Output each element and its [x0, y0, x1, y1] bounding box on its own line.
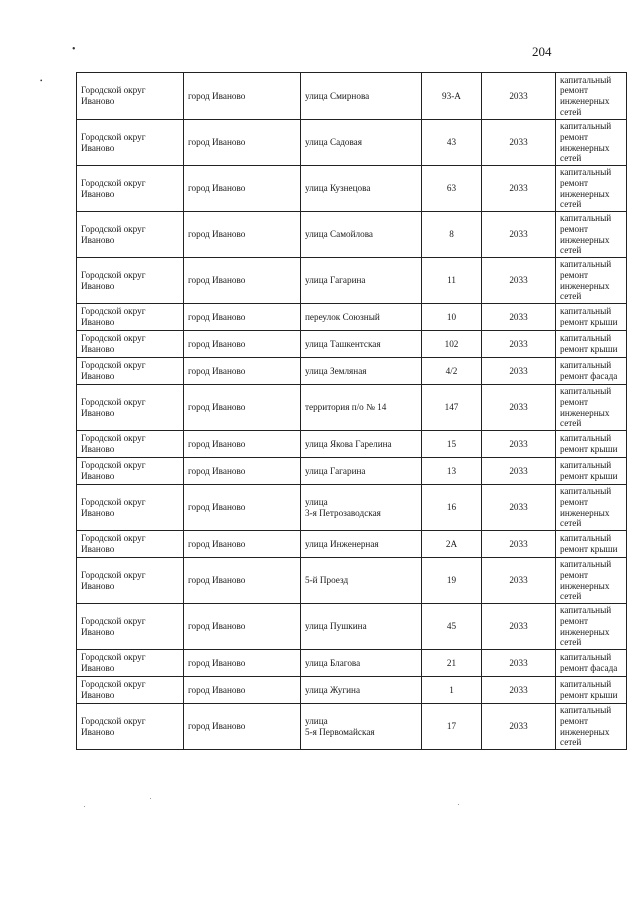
work-type-cell-text: капитальный ремонт фасада: [560, 652, 618, 673]
city-cell: [184, 385, 301, 431]
table-row: [77, 677, 627, 704]
house-number-cell-text: 102: [444, 338, 459, 349]
house-number-cell: [422, 120, 482, 166]
house-number-cell-text: 63: [446, 183, 457, 194]
work-type-cell-text: капитальный ремонт крыши: [560, 533, 618, 554]
registry-table: [76, 72, 627, 750]
district-cell-text: Городской округ Иваново: [81, 433, 146, 454]
city-cell: [184, 558, 301, 604]
house-number-cell-text: 15: [446, 438, 457, 449]
work-type-cell-text: капитальный ремонт инженерных сетей: [560, 486, 612, 529]
work-type-cell: [556, 212, 627, 258]
street-cell: [301, 166, 422, 212]
street-cell: [301, 458, 422, 485]
street-cell: [301, 485, 422, 531]
city-cell: [184, 431, 301, 458]
year-cell-text: 2033: [509, 538, 528, 549]
table-row: [77, 704, 627, 750]
year-cell-text: 2033: [509, 575, 528, 586]
year-cell: [482, 604, 556, 650]
street-cell: [301, 704, 422, 750]
work-type-cell-text: капитальный ремонт инженерных сетей: [560, 259, 612, 302]
house-number-cell: [422, 331, 482, 358]
table-row: [77, 650, 627, 677]
year-cell-text: 2033: [509, 721, 528, 732]
street-cell: [301, 385, 422, 431]
city-cell: [184, 212, 301, 258]
city-cell: [184, 704, 301, 750]
district-cell: [77, 431, 184, 458]
house-number-cell-text: 21: [446, 657, 457, 668]
year-cell: [482, 73, 556, 120]
house-number-cell-text: 2А: [445, 538, 458, 549]
city-cell: [184, 120, 301, 166]
scan-speck: [150, 798, 151, 799]
house-number-cell: [422, 358, 482, 385]
work-type-cell: [556, 485, 627, 531]
house-number-cell-text: 10: [446, 311, 457, 322]
district-cell-text: Городской округ Иваново: [81, 177, 146, 199]
district-cell-text: Городской округ Иваново: [81, 396, 146, 418]
street-cell: [301, 431, 422, 458]
work-type-cell: [556, 73, 627, 120]
city-cell-text: город Иваново: [188, 575, 246, 586]
street-cell-text: улица Пушкина: [305, 621, 367, 632]
city-cell-text: город Иваново: [188, 538, 246, 549]
work-type-cell-text: капитальный ремонт инженерных сетей: [560, 74, 612, 117]
work-type-cell-text: капитальный ремонт инженерных сетей: [560, 167, 612, 210]
table-row: [77, 604, 627, 650]
city-cell: [184, 531, 301, 558]
city-cell-text: город Иваново: [188, 275, 246, 286]
work-type-cell-text: капитальный ремонт инженерных сетей: [560, 605, 612, 648]
city-cell: [184, 73, 301, 120]
district-cell-text: Городской округ Иваново: [81, 533, 146, 554]
street-cell: [301, 558, 422, 604]
year-cell-text: 2033: [509, 657, 528, 668]
year-cell-text: 2033: [509, 338, 528, 349]
scan-speck: [458, 804, 459, 805]
work-type-cell: [556, 431, 627, 458]
year-cell-text: 2033: [509, 275, 528, 286]
house-number-cell: [422, 677, 482, 704]
street-cell-text: улица Гагарина: [305, 275, 366, 286]
district-cell-text: Городской округ Иваново: [81, 131, 146, 153]
district-cell: [77, 120, 184, 166]
table-row: [77, 385, 627, 431]
city-cell: [184, 485, 301, 531]
work-type-cell: [556, 558, 627, 604]
table-row: [77, 531, 627, 558]
district-cell: [77, 166, 184, 212]
work-type-cell-text: капитальный ремонт инженерных сетей: [560, 559, 612, 602]
street-cell-text: переулок Союзный: [305, 311, 380, 322]
district-cell-text: Городской округ Иваново: [81, 569, 146, 591]
year-cell: [482, 558, 556, 604]
work-type-cell-text: капитальный ремонт крыши: [560, 460, 618, 481]
street-cell-text: улица Самойлова: [305, 229, 373, 240]
district-cell: [77, 604, 184, 650]
house-number-cell-text: 1: [449, 684, 454, 695]
district-cell-text: Городской округ Иваново: [81, 679, 146, 700]
street-cell-text: улица Смирнова: [305, 90, 370, 101]
house-number-cell-text: 4/2: [445, 365, 458, 376]
work-type-cell: [556, 166, 627, 212]
year-cell: [482, 331, 556, 358]
page-number: 204: [532, 44, 552, 59]
year-cell: [482, 358, 556, 385]
house-number-cell: [422, 212, 482, 258]
year-cell: [482, 458, 556, 485]
city-cell-text: город Иваново: [188, 311, 246, 322]
city-cell: [184, 358, 301, 385]
district-cell-text: Городской округ Иваново: [81, 85, 146, 106]
street-cell-text: улица Садовая: [305, 137, 362, 148]
district-cell: [77, 331, 184, 358]
house-number-cell-text: 45: [446, 621, 457, 632]
house-number-cell: [422, 458, 482, 485]
street-cell-text: улица Ташкентская: [305, 338, 381, 349]
street-cell-text: улица Инженерная: [305, 538, 379, 549]
house-number-cell: [422, 604, 482, 650]
scan-mark: •: [72, 44, 76, 55]
table-row: [77, 212, 627, 258]
year-cell: [482, 304, 556, 331]
year-cell-text: 2033: [509, 311, 528, 322]
district-cell: [77, 485, 184, 531]
work-type-cell: [556, 531, 627, 558]
street-cell-text: территория п/о № 14: [305, 402, 387, 413]
house-number-cell: [422, 531, 482, 558]
table-row: [77, 73, 627, 120]
work-type-cell: [556, 120, 627, 166]
work-type-cell-text: капитальный ремонт инженерных сетей: [560, 705, 612, 748]
street-cell-text: улица Благова: [305, 657, 361, 668]
street-cell-text: улица Жугина: [305, 684, 361, 695]
house-number-cell-text: 16: [446, 502, 457, 513]
district-cell-text: Городской округ Иваново: [81, 496, 146, 518]
city-cell-text: город Иваново: [188, 438, 246, 449]
street-cell-text: улица Якова Гарелина: [305, 438, 392, 449]
city-cell: [184, 458, 301, 485]
street-cell: [301, 331, 422, 358]
table-row: [77, 304, 627, 331]
street-cell: [301, 120, 422, 166]
city-cell: [184, 166, 301, 212]
year-cell-text: 2033: [509, 465, 528, 476]
city-cell-text: город Иваново: [188, 183, 246, 194]
house-number-cell-text: 11: [447, 275, 456, 286]
house-number-cell: [422, 73, 482, 120]
year-cell: [482, 431, 556, 458]
street-cell-text: улица 3-я Петрозаводская: [305, 496, 381, 518]
table-row: [77, 558, 627, 604]
house-number-cell-text: 19: [446, 575, 457, 586]
district-cell: [77, 531, 184, 558]
city-cell: [184, 258, 301, 304]
city-cell: [184, 604, 301, 650]
district-cell: [77, 704, 184, 750]
city-cell-text: город Иваново: [188, 465, 246, 476]
work-type-cell-text: капитальный ремонт инженерных сетей: [560, 121, 612, 164]
city-cell: [184, 304, 301, 331]
district-cell-text: Городской округ Иваново: [81, 460, 146, 481]
street-cell: [301, 677, 422, 704]
year-cell: [482, 385, 556, 431]
city-cell-text: город Иваново: [188, 684, 246, 695]
work-type-cell: [556, 358, 627, 385]
house-number-cell-text: 43: [446, 137, 457, 148]
work-type-cell: [556, 331, 627, 358]
work-type-cell: [556, 304, 627, 331]
district-cell: [77, 73, 184, 120]
work-type-cell-text: капитальный ремонт инженерных сетей: [560, 213, 612, 256]
district-cell-text: Городской округ Иваново: [81, 269, 146, 291]
district-cell: [77, 558, 184, 604]
work-type-cell-text: капитальный ремонт крыши: [560, 433, 618, 454]
year-cell: [482, 677, 556, 704]
street-cell: [301, 212, 422, 258]
street-cell-text: 5-й Проезд: [305, 575, 349, 586]
table-row: [77, 458, 627, 485]
city-cell-text: город Иваново: [188, 338, 246, 349]
city-cell-text: город Иваново: [188, 621, 246, 632]
work-type-cell-text: капитальный ремонт крыши: [560, 679, 618, 700]
work-type-cell: [556, 677, 627, 704]
district-cell: [77, 258, 184, 304]
year-cell: [482, 166, 556, 212]
street-cell: [301, 650, 422, 677]
city-cell-text: город Иваново: [188, 657, 246, 668]
year-cell: [482, 650, 556, 677]
year-cell: [482, 704, 556, 750]
year-cell: [482, 485, 556, 531]
year-cell: [482, 258, 556, 304]
table-row: [77, 331, 627, 358]
work-type-cell-text: капитальный ремонт крыши: [560, 306, 618, 327]
year-cell-text: 2033: [509, 621, 528, 632]
city-cell-text: город Иваново: [188, 229, 246, 240]
district-cell-text: Городской округ Иваново: [81, 615, 146, 637]
district-cell-text: Городской округ Иваново: [81, 333, 146, 354]
city-cell-text: город Иваново: [188, 365, 246, 376]
district-cell: [77, 458, 184, 485]
table-row: [77, 120, 627, 166]
scan-mark: •: [40, 77, 43, 85]
work-type-cell-text: капитальный ремонт фасада: [560, 360, 618, 381]
table-row: [77, 258, 627, 304]
district-cell: [77, 358, 184, 385]
house-number-cell: [422, 304, 482, 331]
street-cell-text: улица Кузнецова: [305, 183, 371, 194]
house-number-cell: [422, 704, 482, 750]
city-cell: [184, 331, 301, 358]
house-number-cell: [422, 258, 482, 304]
table-row: [77, 166, 627, 212]
year-cell-text: 2033: [509, 229, 528, 240]
district-cell: [77, 304, 184, 331]
year-cell-text: 2033: [509, 183, 528, 194]
street-cell-text: улица Земляная: [305, 365, 367, 376]
registry-table-body: [77, 73, 627, 750]
table-row: [77, 431, 627, 458]
street-cell: [301, 531, 422, 558]
city-cell-text: город Иваново: [188, 402, 246, 413]
year-cell-text: 2033: [509, 684, 528, 695]
district-cell: [77, 212, 184, 258]
year-cell: [482, 212, 556, 258]
work-type-cell: [556, 604, 627, 650]
year-cell-text: 2033: [509, 137, 528, 148]
house-number-cell-text: 13: [446, 465, 457, 476]
city-cell: [184, 650, 301, 677]
work-type-cell-text: капитальный ремонт инженерных сетей: [560, 386, 612, 429]
house-number-cell: [422, 485, 482, 531]
year-cell-text: 2033: [509, 90, 528, 101]
street-cell: [301, 73, 422, 120]
scan-speck: [84, 806, 85, 807]
street-cell-text: улица 5-я Первомайская: [305, 715, 375, 737]
house-number-cell-text: 17: [446, 721, 457, 732]
house-number-cell: [422, 166, 482, 212]
district-cell-text: Городской округ Иваново: [81, 715, 146, 737]
city-cell-text: город Иваново: [188, 502, 246, 513]
year-cell-text: 2033: [509, 438, 528, 449]
city-cell-text: город Иваново: [188, 137, 246, 148]
table-row: [77, 485, 627, 531]
work-type-cell: [556, 458, 627, 485]
work-type-cell: [556, 704, 627, 750]
district-cell: [77, 677, 184, 704]
city-cell: [184, 677, 301, 704]
house-number-cell: [422, 650, 482, 677]
work-type-cell: [556, 385, 627, 431]
work-type-cell: [556, 258, 627, 304]
district-cell-text: Городской округ Иваново: [81, 306, 146, 327]
year-cell: [482, 531, 556, 558]
street-cell: [301, 358, 422, 385]
house-number-cell-text: 93-А: [442, 90, 461, 101]
year-cell-text: 2033: [509, 502, 528, 513]
year-cell-text: 2033: [509, 402, 528, 413]
city-cell-text: город Иваново: [188, 721, 246, 732]
house-number-cell-text: 8: [449, 229, 454, 240]
district-cell-text: Городской округ Иваново: [81, 223, 146, 245]
house-number-cell: [422, 558, 482, 604]
street-cell: [301, 604, 422, 650]
district-cell-text: Городской округ Иваново: [81, 360, 146, 381]
house-number-cell-text: 147: [444, 402, 459, 413]
street-cell: [301, 258, 422, 304]
work-type-cell-text: капитальный ремонт крыши: [560, 333, 618, 354]
work-type-cell: [556, 650, 627, 677]
street-cell-text: улица Гагарина: [305, 465, 366, 476]
street-cell: [301, 304, 422, 331]
house-number-cell: [422, 385, 482, 431]
district-cell-text: Городской округ Иваново: [81, 652, 146, 673]
district-cell: [77, 650, 184, 677]
city-cell-text: город Иваново: [188, 90, 246, 101]
house-number-cell: [422, 431, 482, 458]
district-cell: [77, 385, 184, 431]
year-cell-text: 2033: [509, 365, 528, 376]
year-cell: [482, 120, 556, 166]
table-row: [77, 358, 627, 385]
